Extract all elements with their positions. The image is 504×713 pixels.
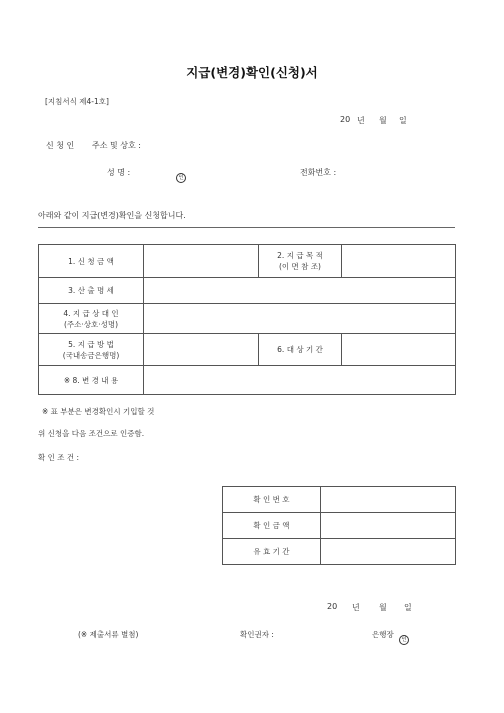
change-label: ※ 8. 변 경 내 용	[39, 366, 144, 395]
row-valid-period	[223, 539, 456, 565]
statement-text: 아래와 같이 지급(변경)확인을 신청합니다.	[38, 211, 186, 220]
row-calc	[39, 278, 456, 304]
date-day-unit: 일	[399, 116, 407, 125]
purpose-label-line2: (이 면 참 조)	[279, 262, 321, 271]
divider-line	[38, 227, 455, 228]
applicant-label: 신 청 인	[46, 141, 75, 150]
purpose-field[interactable]	[342, 245, 456, 278]
payee-label-line1: 4. 지 급 상 대 인	[63, 308, 119, 318]
purpose-label	[259, 245, 342, 278]
seal-icon: 인	[176, 167, 186, 186]
row-amount	[39, 245, 456, 278]
bottom-seal-icon: 인	[399, 629, 409, 648]
confirm-number-label: 확 인 번 호	[223, 487, 321, 513]
payee-label	[39, 304, 144, 334]
method-label-line2: (국내송금은행명)	[62, 350, 120, 360]
payee-label-line2: (주소·상호·성명)	[63, 319, 119, 329]
period-field[interactable]	[342, 334, 456, 366]
address-label: 주소 및 상호 :	[92, 141, 141, 150]
row-confirm-number	[223, 487, 456, 513]
bottom-date-month-unit: 월	[379, 603, 387, 612]
date-year: 20	[340, 115, 351, 124]
bottom-date-year-unit: 년	[352, 603, 360, 612]
page-title: 지급(변경)확인(신청)서	[186, 65, 318, 80]
date-year-unit: 년	[357, 116, 365, 125]
amount-field[interactable]	[144, 245, 259, 278]
row-payee	[39, 304, 456, 334]
note-text: ※ 표 부분은 변경확인시 기입할 것	[42, 407, 155, 416]
method-label-line1: 5. 지 급 방 법	[68, 339, 114, 349]
confirm-amount-field[interactable]	[321, 513, 456, 539]
confirmation-table	[222, 486, 456, 565]
purpose-label-line1: 2. 지 급 목 적	[277, 251, 323, 260]
method-field[interactable]	[144, 334, 259, 366]
bank-head-label: 은행장	[372, 630, 394, 639]
method-label	[39, 334, 144, 366]
name-label: 성 명 :	[107, 168, 131, 177]
confirm-amount-label: 확 인 금 액	[223, 513, 321, 539]
valid-period-label: 유 효 기 간	[223, 539, 321, 565]
confirm-number-field[interactable]	[321, 487, 456, 513]
application-table	[38, 244, 456, 395]
valid-period-field[interactable]	[321, 539, 456, 565]
condition-label: 확 인 조 건 :	[38, 453, 80, 462]
confirm-text: 위 신청을 다음 조건으로 인증함.	[38, 429, 145, 438]
payee-field[interactable]	[144, 304, 456, 334]
calc-field[interactable]	[144, 278, 456, 304]
row-confirm-amount	[223, 513, 456, 539]
phone-label: 전화번호 :	[300, 168, 337, 177]
calc-label: 3. 산 출 명 세	[39, 278, 144, 304]
row-change	[39, 366, 456, 395]
authority-label: 확인권자 :	[240, 630, 274, 639]
amount-label: 1. 신 청 금 액	[39, 245, 144, 278]
bottom-date-year: 20	[327, 602, 338, 611]
attachment-note: (※ 제출서류 별첨)	[78, 630, 139, 639]
row-method	[39, 334, 456, 366]
date-month-unit: 월	[379, 116, 387, 125]
period-label: 6. 대 상 기 간	[259, 334, 342, 366]
form-code: [지침서식 제4-1호]	[45, 97, 109, 106]
change-field[interactable]	[144, 366, 456, 395]
bottom-date-day-unit: 일	[404, 603, 412, 612]
